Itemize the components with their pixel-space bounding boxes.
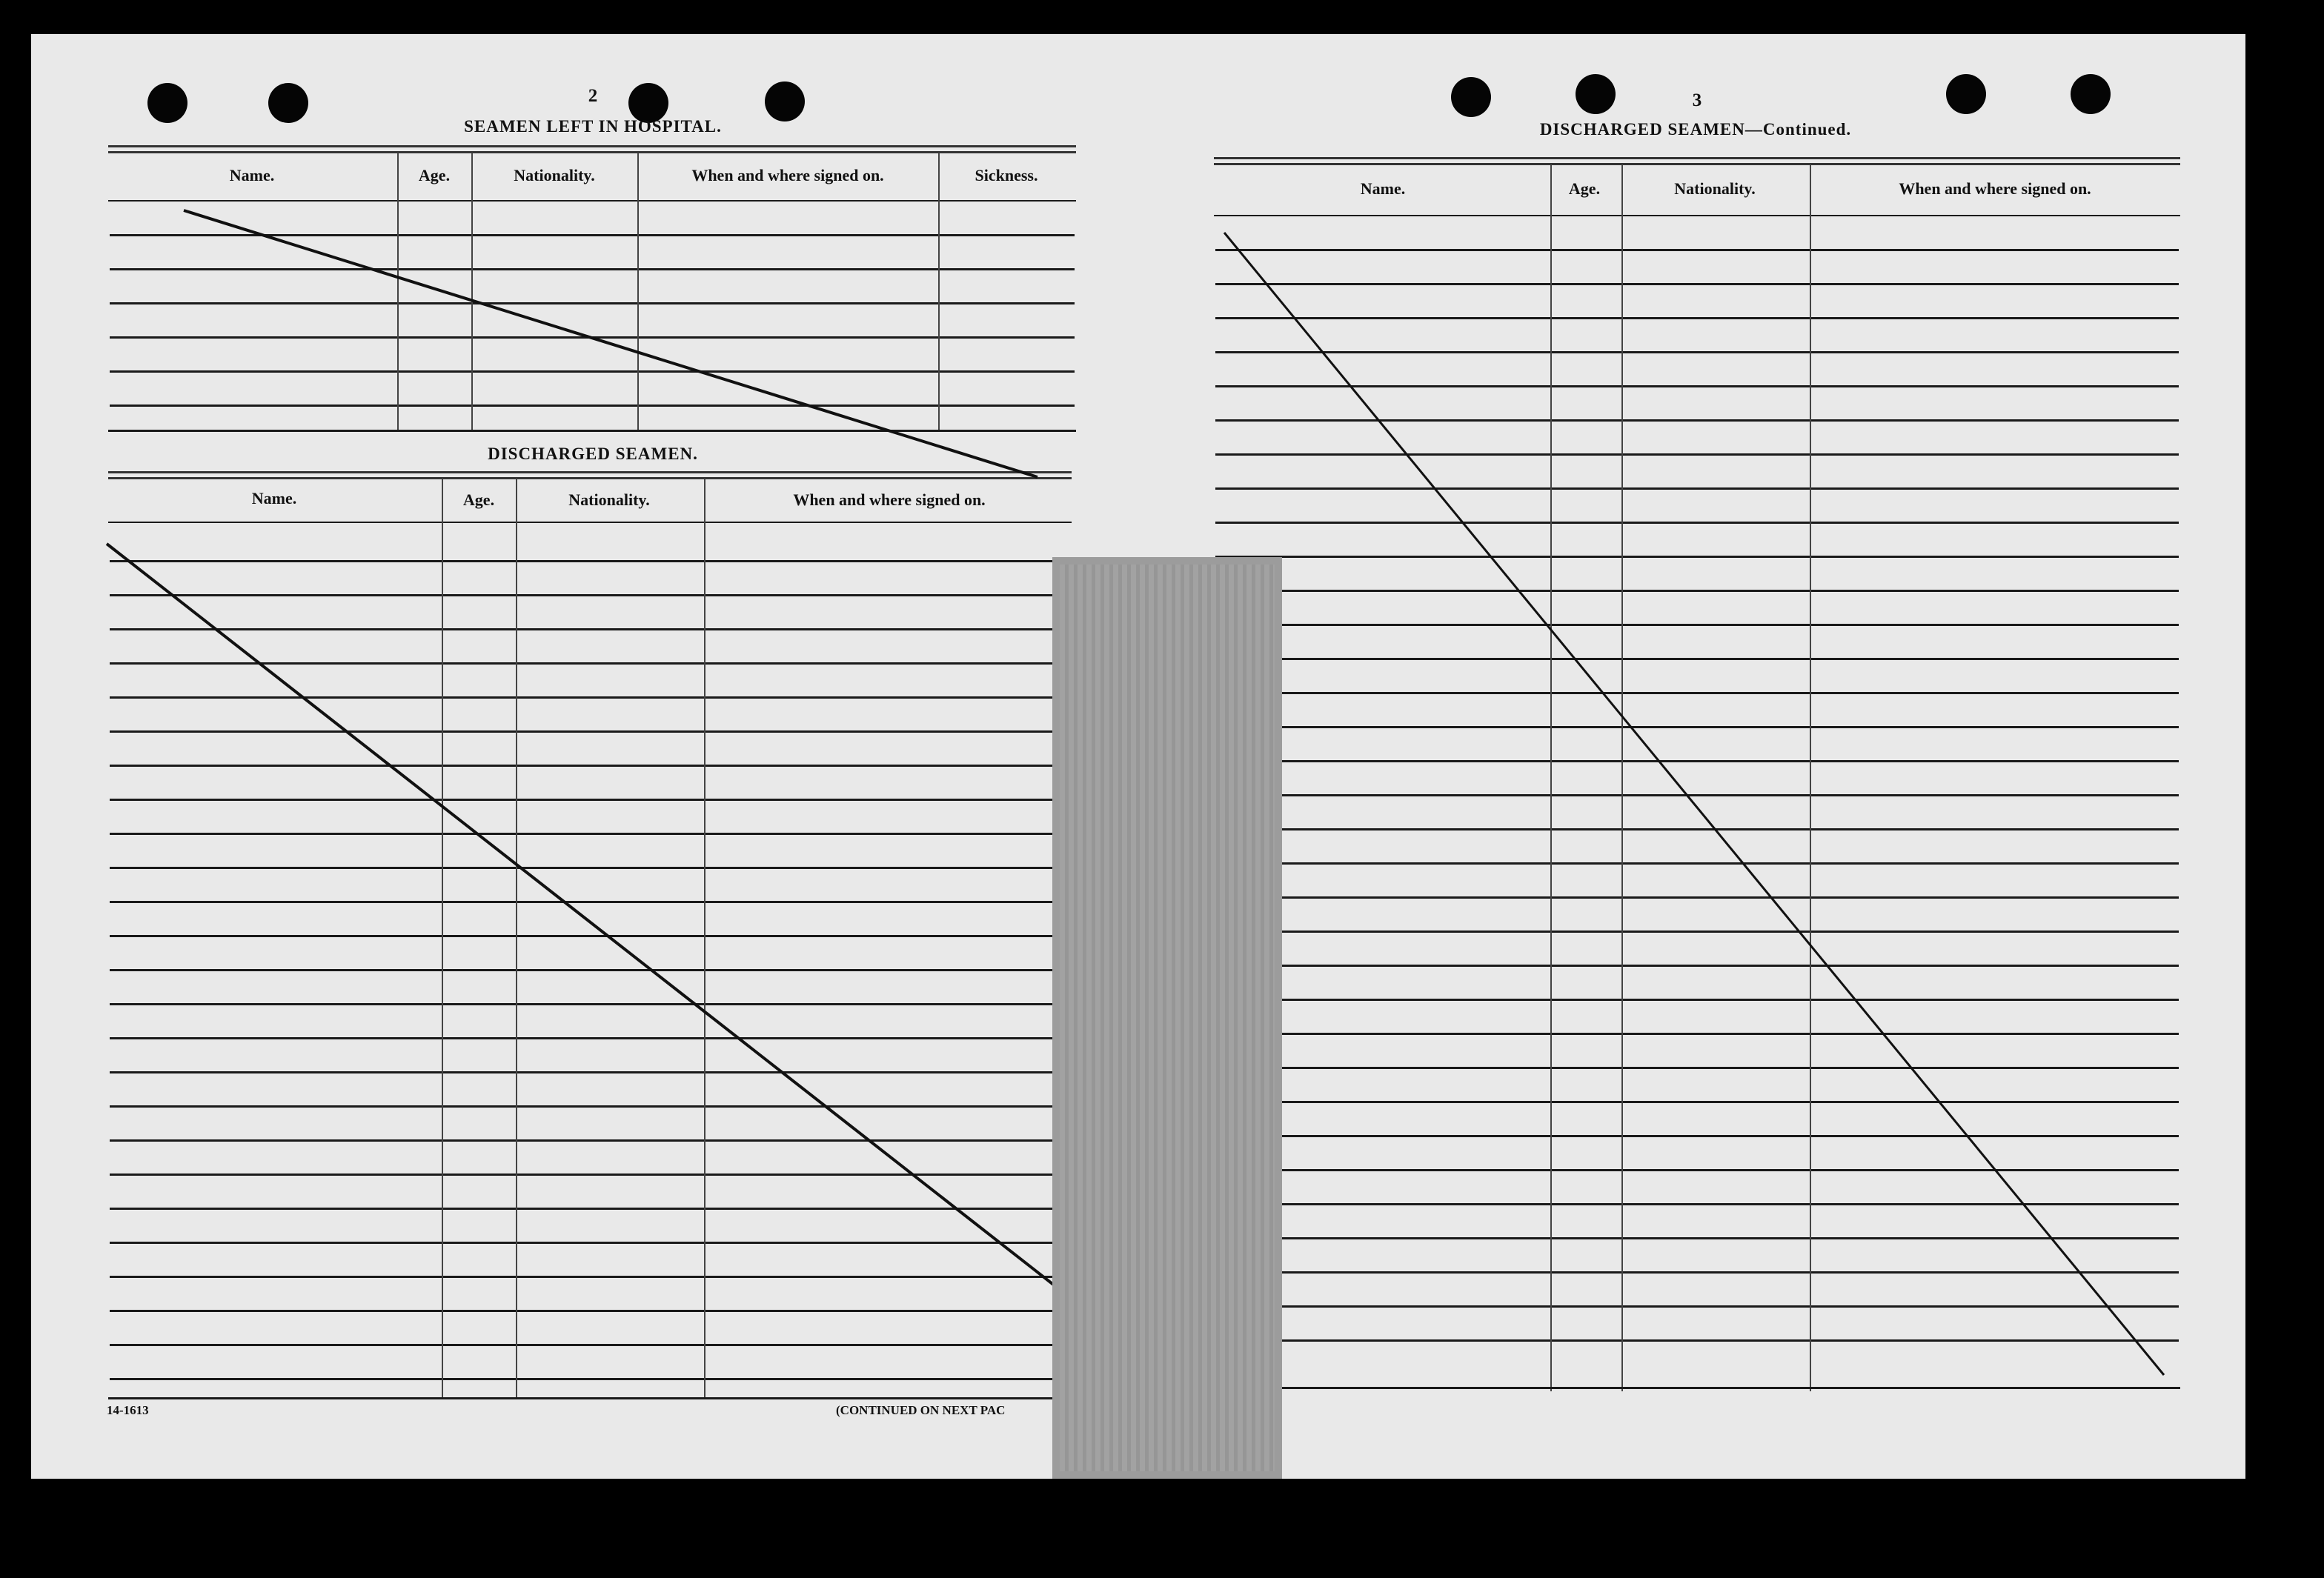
column-header-signed-on: When and where signed on. — [691, 166, 884, 184]
cancel-stroke — [107, 544, 1055, 1286]
column-header-nationality: Nationality. — [568, 490, 650, 509]
column-header-name: Name. — [1360, 179, 1406, 198]
column-header-age: Age. — [1568, 179, 1601, 198]
column-header-nationality: Nationality. — [514, 166, 595, 184]
column-header-signed-on: When and where signed on. — [793, 490, 986, 509]
discharged-section-title: DISCHARGED SEAMEN. — [488, 445, 698, 463]
cancel-stroke — [1224, 233, 2164, 1375]
column-header-signed-on: When and where signed on. — [1899, 179, 2091, 198]
discharged-continued-title: DISCHARGED SEAMEN—Continued. — [1539, 120, 1852, 139]
left-page-number: 2 — [588, 86, 598, 106]
binding-tape — [1052, 557, 1282, 1479]
hospital-section-title: SEAMEN LEFT IN HOSPITAL. — [464, 117, 722, 136]
column-header-age: Age. — [462, 490, 495, 509]
column-header-sickness: Sickness. — [975, 166, 1038, 184]
column-header-age: Age. — [418, 166, 451, 184]
cancel-stroke — [184, 210, 1038, 477]
column-header-name: Name. — [229, 166, 275, 184]
form-number: 14-1613 — [107, 1403, 149, 1417]
column-header-name: Name. — [251, 489, 297, 507]
continued-note: (CONTINUED ON NEXT PAC — [836, 1403, 1006, 1417]
right-page-number: 3 — [1692, 90, 1702, 110]
column-header-nationality: Nationality. — [1674, 179, 1756, 198]
